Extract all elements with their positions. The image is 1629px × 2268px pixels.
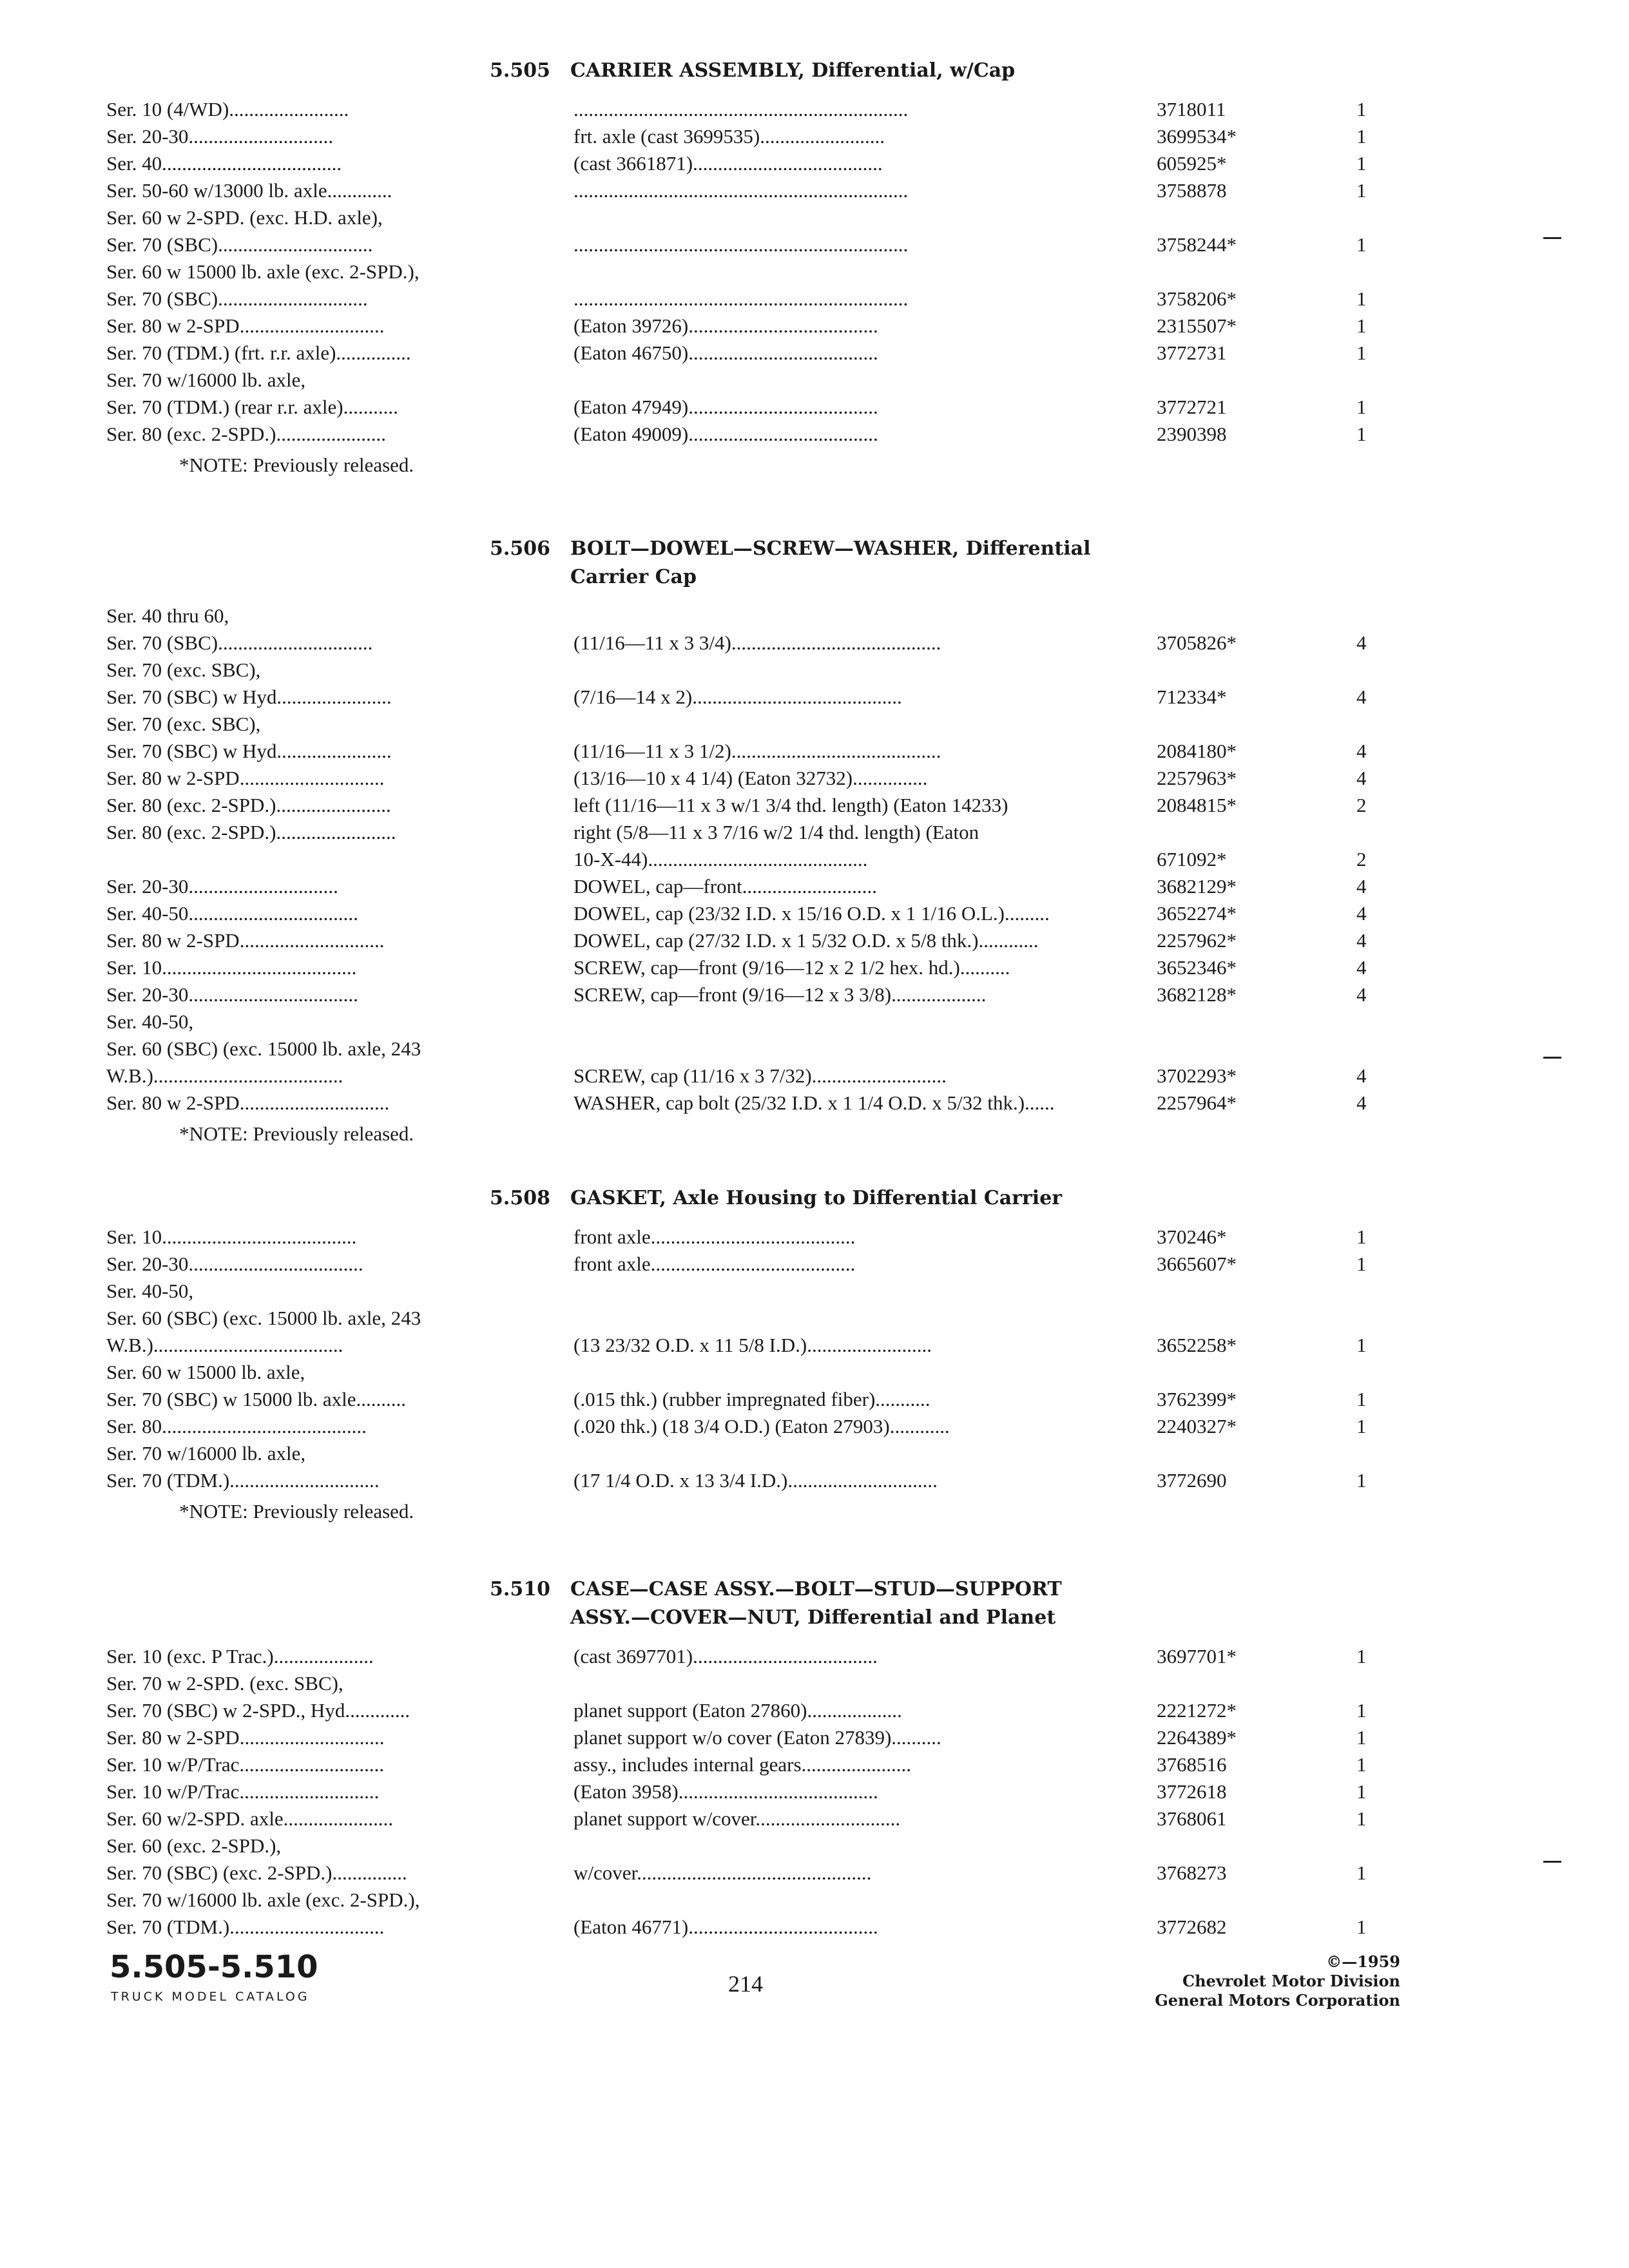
- quantity-cell: 1: [1356, 1253, 1367, 1275]
- series-cell: Ser. 70 w 2-SPD. (exc. SBC),: [106, 1672, 343, 1695]
- part-number-cell: 3758878: [1157, 179, 1227, 202]
- table-row: [0, 686, 1629, 713]
- table-row: [0, 604, 1629, 631]
- table-row: [0, 1091, 1629, 1119]
- series-cell: Ser. 80 w 2-SPD.............................: [106, 314, 385, 337]
- table-row: [0, 1442, 1629, 1469]
- quantity-cell: 1: [1356, 1225, 1367, 1248]
- description-cell: ...................................................................: [574, 287, 909, 310]
- series-cell: Ser. 10 (4/WD)........................: [106, 98, 349, 120]
- section-title: BOLT—DOWEL—SCREW—WASHER, Differential: [570, 537, 1091, 560]
- part-number-cell: 3772690: [1157, 1469, 1227, 1492]
- table-row: [0, 206, 1629, 233]
- table-row: [0, 1753, 1629, 1780]
- series-cell: Ser. 60 (SBC) (exc. 15000 lb. axle, 243: [106, 1037, 421, 1060]
- table-row: [0, 929, 1629, 956]
- table-row: [0, 1253, 1629, 1280]
- series-cell: Ser. 80 w 2-SPD..............................: [106, 1091, 390, 1114]
- description-cell: (7/16—14 x 2)..........................................: [574, 686, 902, 708]
- quantity-cell: 1: [1356, 1916, 1367, 1938]
- series-cell: Ser. 80 (exc. 2-SPD.).......................: [106, 794, 391, 816]
- part-number-cell: 605925*: [1157, 152, 1227, 175]
- section-title: CARRIER ASSEMBLY, Differential, w/Cap: [570, 59, 1016, 82]
- series-cell: Ser. 60 w/2-SPD. axle......................: [106, 1807, 394, 1830]
- part-number-cell: 3702293*: [1157, 1064, 1237, 1087]
- series-cell: W.B.)......................................: [106, 1064, 343, 1087]
- table-row: [0, 1916, 1629, 1943]
- division-name: Chevrolet Motor Division: [1182, 1972, 1400, 1990]
- series-cell: Ser. 40-50,: [106, 1280, 194, 1302]
- part-number-cell: 671092*: [1157, 848, 1227, 870]
- table-row: [0, 98, 1629, 125]
- description-cell: (Eaton 46750)......................................: [574, 341, 878, 364]
- table-row: [0, 821, 1629, 848]
- description-cell: right (5/8—11 x 3 7/16 w/2 1/4 thd. length) (Eaton: [574, 821, 979, 843]
- part-number-cell: 712334*: [1157, 686, 1227, 708]
- table-row: [0, 314, 1629, 341]
- description-cell: (11/16—11 x 3 1/2)..........................................: [574, 740, 941, 762]
- table-row: [0, 658, 1629, 686]
- section-title: ASSY.—COVER—NUT, Differential and Planet: [570, 1606, 1056, 1629]
- section-number: 5.510: [490, 1578, 550, 1600]
- description-cell: SCREW, cap (11/16 x 3 7/32)...........................: [574, 1064, 947, 1087]
- table-row: [0, 794, 1629, 821]
- part-number-cell: 370246*: [1157, 1225, 1227, 1248]
- series-cell: Ser. 70 w/16000 lb. axle,: [106, 1442, 306, 1465]
- description-cell: (.020 thk.) (18 3/4 O.D.) (Eaton 27903)............: [574, 1415, 950, 1437]
- quantity-cell: 1: [1356, 1645, 1367, 1667]
- section-number: 5.506: [490, 537, 550, 560]
- series-cell: Ser. 80 w 2-SPD.............................: [106, 767, 385, 789]
- part-number-cell: 3682128*: [1157, 983, 1237, 1006]
- description-cell: (Eaton 46771)......................................: [574, 1916, 878, 1938]
- table-row: [0, 1334, 1629, 1361]
- quantity-cell: 1: [1356, 1699, 1367, 1722]
- series-cell: Ser. 80 (exc. 2-SPD.)........................: [106, 821, 396, 843]
- series-cell: Ser. 70 w/16000 lb. axle,: [106, 369, 306, 391]
- series-cell: Ser. 70 (SBC) (exc. 2-SPD.)...............: [106, 1861, 407, 1884]
- series-cell: Ser. 20-30..................................: [106, 983, 358, 1006]
- part-number-cell: 3682129*: [1157, 875, 1237, 898]
- quantity-cell: 4: [1356, 631, 1367, 654]
- description-cell: DOWEL, cap (27/32 I.D. x 1 5/32 O.D. x 5/8 thk.)............: [574, 929, 1039, 952]
- series-cell: Ser. 20-30..............................: [106, 875, 338, 898]
- series-cell: Ser. 80.........................................: [106, 1415, 367, 1437]
- table-row: [0, 179, 1629, 206]
- description-cell: DOWEL, cap—front...........................: [574, 875, 877, 898]
- part-number-cell: 2240327*: [1157, 1415, 1237, 1437]
- table-row: [0, 902, 1629, 929]
- series-cell: Ser. 40-50,: [106, 1010, 194, 1033]
- table-row: [0, 1280, 1629, 1307]
- series-cell: Ser. 70 w/16000 lb. axle (exc. 2-SPD.),: [106, 1888, 420, 1911]
- series-cell: Ser. 10 w/P/Trac.............................: [106, 1753, 385, 1776]
- part-number-cell: 3768273: [1157, 1861, 1227, 1884]
- table-row: [0, 1726, 1629, 1753]
- series-cell: Ser. 70 (exc. SBC),: [106, 713, 261, 735]
- description-cell: ...................................................................: [574, 179, 909, 202]
- quantity-cell: 4: [1356, 1091, 1367, 1114]
- series-cell: W.B.)......................................: [106, 1334, 343, 1356]
- margin-mark: [1543, 237, 1561, 239]
- description-cell: (11/16—11 x 3 3/4)..........................................: [574, 631, 941, 654]
- quantity-cell: 4: [1356, 1064, 1367, 1087]
- series-cell: Ser. 60 w 15000 lb. axle (exc. 2-SPD.),: [106, 260, 419, 283]
- part-number-cell: 3718011: [1157, 98, 1226, 120]
- table-row: [0, 875, 1629, 902]
- series-cell: Ser. 10.......................................: [106, 956, 357, 979]
- part-number-cell: 2221272*: [1157, 1699, 1237, 1722]
- table-row: [0, 1861, 1629, 1888]
- description-cell: (Eaton 3958)........................................: [574, 1780, 878, 1803]
- quantity-cell: 4: [1356, 875, 1367, 898]
- description-cell: (Eaton 49009)......................................: [574, 423, 878, 445]
- quantity-cell: 1: [1356, 1334, 1367, 1356]
- series-cell: Ser. 40 thru 60,: [106, 604, 229, 627]
- description-cell: planet support w/o cover (Eaton 27839)..........: [574, 1726, 941, 1749]
- series-cell: Ser. 10 w/P/Trac............................: [106, 1780, 380, 1803]
- table-row: [0, 848, 1629, 875]
- series-cell: Ser. 70 (SBC) w Hyd.......................: [106, 740, 392, 762]
- part-number-cell: 2257964*: [1157, 1091, 1237, 1114]
- series-cell: Ser. 70 (SBC)...............................: [106, 631, 373, 654]
- table-row: [0, 369, 1629, 396]
- quantity-cell: 1: [1356, 314, 1367, 337]
- quantity-cell: 2: [1356, 794, 1367, 816]
- part-number-cell: 2257962*: [1157, 929, 1237, 952]
- part-number-cell: 2084815*: [1157, 794, 1237, 816]
- section-title: Carrier Cap: [570, 566, 697, 588]
- quantity-cell: 1: [1356, 1469, 1367, 1492]
- series-cell: Ser. 70 (TDM.)..............................: [106, 1469, 380, 1492]
- description-cell: (13/16—10 x 4 1/4) (Eaton 32732)...............: [574, 767, 928, 789]
- table-row: [0, 287, 1629, 314]
- part-number-cell: 2390398: [1157, 423, 1227, 445]
- table-row: [0, 956, 1629, 983]
- series-cell: Ser. 70 (SBC) w 2-SPD., Hyd.............: [106, 1699, 410, 1722]
- description-cell: DOWEL, cap (23/32 I.D. x 15/16 O.D. x 1 1/16 O.L.).........: [574, 902, 1050, 925]
- table-row: [0, 740, 1629, 767]
- series-cell: Ser. 70 (TDM.) (frt. r.r. axle)...............: [106, 341, 411, 364]
- table-row: [0, 233, 1629, 260]
- part-number-cell: 3665607*: [1157, 1253, 1237, 1275]
- series-cell: Ser. 70 (SBC)..............................: [106, 287, 368, 310]
- table-row: [0, 1645, 1629, 1672]
- description-cell: frt. axle (cast 3699535).........................: [574, 125, 885, 148]
- series-cell: Ser. 70 (TDM.)...............................: [106, 1916, 385, 1938]
- table-row: [0, 1225, 1629, 1253]
- section-note: *NOTE: Previously released.: [179, 1500, 414, 1523]
- table-row: [0, 260, 1629, 287]
- section-note: *NOTE: Previously released.: [179, 454, 414, 476]
- quantity-cell: 1: [1356, 423, 1367, 445]
- series-cell: Ser. 80 (exc. 2-SPD.)......................: [106, 423, 386, 445]
- table-row: [0, 1307, 1629, 1334]
- description-cell: planet support (Eaton 27860)...................: [574, 1699, 902, 1722]
- table-row: [0, 1672, 1629, 1699]
- part-number-cell: 2084180*: [1157, 740, 1237, 762]
- description-cell: front axle.........................................: [574, 1253, 856, 1275]
- description-cell: (Eaton 47949)......................................: [574, 396, 878, 418]
- series-cell: Ser. 60 w 15000 lb. axle,: [106, 1361, 305, 1383]
- table-row: [0, 1361, 1629, 1388]
- description-cell: (cast 3697701).....................................: [574, 1645, 878, 1667]
- quantity-cell: 4: [1356, 686, 1367, 708]
- series-cell: Ser. 70 (TDM.) (rear r.r. axle)...........: [106, 396, 398, 418]
- table-row: [0, 1388, 1629, 1415]
- description-cell: (.015 thk.) (rubber impregnated fiber)...........: [574, 1388, 930, 1410]
- part-number-cell: 3772731: [1157, 341, 1227, 364]
- series-cell: Ser. 80 w 2-SPD.............................: [106, 929, 385, 952]
- part-number-cell: 3652258*: [1157, 1334, 1237, 1356]
- part-number-cell: 3772721: [1157, 396, 1227, 418]
- part-number-cell: 3758244*: [1157, 233, 1237, 256]
- table-row: [0, 396, 1629, 423]
- quantity-cell: 1: [1356, 1753, 1367, 1776]
- section-number: 5.505: [490, 59, 550, 82]
- series-cell: Ser. 60 (SBC) (exc. 15000 lb. axle, 243: [106, 1307, 421, 1329]
- part-number-cell: 3652274*: [1157, 902, 1237, 925]
- footer-corporation: [1155, 1952, 1400, 2010]
- table-row: [0, 152, 1629, 179]
- quantity-cell: 1: [1356, 396, 1367, 418]
- part-number-cell: 3768516: [1157, 1753, 1227, 1776]
- part-number-cell: 3772682: [1157, 1916, 1227, 1938]
- quantity-cell: 1: [1356, 1861, 1367, 1884]
- series-cell: Ser. 20-30.............................: [106, 125, 334, 148]
- quantity-cell: 1: [1356, 152, 1367, 175]
- series-cell: Ser. 50-60 w/13000 lb. axle.............: [106, 179, 392, 202]
- part-number-cell: 3652346*: [1157, 956, 1237, 979]
- section-title: GASKET, Axle Housing to Differential Carrier: [570, 1187, 1063, 1209]
- part-number-cell: 2315507*: [1157, 314, 1237, 337]
- footer-catalog-label: TRUCK MODEL CATALOG: [111, 1990, 310, 2004]
- table-row: [0, 1699, 1629, 1726]
- part-number-cell: 3772618: [1157, 1780, 1227, 1803]
- table-row: [0, 713, 1629, 740]
- section-title: CASE—CASE ASSY.—BOLT—STUD—SUPPORT: [570, 1578, 1062, 1600]
- table-row: [0, 1834, 1629, 1861]
- table-row: [0, 1469, 1629, 1496]
- footer-code: 5.505-5.510: [110, 1949, 318, 1985]
- part-number-cell: 2264389*: [1157, 1726, 1237, 1749]
- description-cell: ...................................................................: [574, 98, 909, 120]
- quantity-cell: 1: [1356, 233, 1367, 256]
- description-cell: 10-X-44)............................................: [574, 848, 868, 870]
- part-number-cell: 3758206*: [1157, 287, 1237, 310]
- description-cell: (Eaton 39726)......................................: [574, 314, 878, 337]
- description-cell: WASHER, cap bolt (25/32 I.D. x 1 1/4 O.D. x 5/32 thk.)......: [574, 1091, 1055, 1114]
- part-number-cell: 3697701*: [1157, 1645, 1237, 1667]
- description-cell: SCREW, cap—front (9/16—12 x 3 3/8)...................: [574, 983, 987, 1006]
- series-cell: Ser. 70 (SBC) w 15000 lb. axle..........: [106, 1388, 406, 1410]
- copyright: ©—1959: [1326, 1952, 1400, 1971]
- margin-mark: [1543, 1057, 1561, 1059]
- description-cell: left (11/16—11 x 3 w/1 3/4 thd. length) (Eaton 14233): [574, 794, 1008, 816]
- table-row: [0, 1780, 1629, 1807]
- table-row: [0, 1037, 1629, 1064]
- series-cell: Ser. 70 (SBC)...............................: [106, 233, 373, 256]
- table-row: [0, 631, 1629, 658]
- description-cell: (13 23/32 O.D. x 11 5/8 I.D.).........................: [574, 1334, 932, 1356]
- part-number-cell: 3699534*: [1157, 125, 1237, 148]
- quantity-cell: 1: [1356, 125, 1367, 148]
- quantity-cell: 4: [1356, 983, 1367, 1006]
- description-cell: (cast 3661871)......................................: [574, 152, 883, 175]
- series-cell: Ser. 70 (exc. SBC),: [106, 658, 261, 681]
- table-row: [0, 1010, 1629, 1037]
- quantity-cell: 1: [1356, 1388, 1367, 1410]
- quantity-cell: 1: [1356, 1415, 1367, 1437]
- quantity-cell: 4: [1356, 956, 1367, 979]
- series-cell: Ser. 80 w 2-SPD.............................: [106, 1726, 385, 1749]
- description-cell: front axle.........................................: [574, 1225, 856, 1248]
- series-cell: Ser. 40-50..................................: [106, 902, 358, 925]
- series-cell: Ser. 70 (SBC) w Hyd.......................: [106, 686, 392, 708]
- quantity-cell: 2: [1356, 848, 1367, 870]
- table-row: [0, 423, 1629, 450]
- part-number-cell: 3705826*: [1157, 631, 1237, 654]
- part-number-cell: 2257963*: [1157, 767, 1237, 789]
- table-row: [0, 1888, 1629, 1916]
- series-cell: Ser. 60 w 2-SPD. (exc. H.D. axle),: [106, 206, 383, 229]
- series-cell: Ser. 60 (exc. 2-SPD.),: [106, 1834, 282, 1857]
- quantity-cell: 4: [1356, 740, 1367, 762]
- corporation-name: General Motors Corporation: [1155, 1991, 1400, 2010]
- page-number: 214: [728, 1971, 763, 1997]
- table-row: [0, 341, 1629, 369]
- quantity-cell: 1: [1356, 98, 1367, 120]
- quantity-cell: 1: [1356, 341, 1367, 364]
- series-cell: Ser. 20-30...................................: [106, 1253, 363, 1275]
- series-cell: Ser. 10.......................................: [106, 1225, 357, 1248]
- quantity-cell: 4: [1356, 929, 1367, 952]
- quantity-cell: 1: [1356, 287, 1367, 310]
- table-row: [0, 767, 1629, 794]
- table-row: [0, 1807, 1629, 1834]
- section-note: *NOTE: Previously released.: [179, 1122, 414, 1145]
- section-number: 5.508: [490, 1187, 550, 1209]
- quantity-cell: 1: [1356, 179, 1367, 202]
- description-cell: assy., includes internal gears......................: [574, 1753, 912, 1776]
- quantity-cell: 1: [1356, 1780, 1367, 1803]
- table-row: [0, 1415, 1629, 1442]
- quantity-cell: 4: [1356, 767, 1367, 789]
- description-cell: SCREW, cap—front (9/16—12 x 2 1/2 hex. hd.)..........: [574, 956, 1010, 979]
- series-cell: Ser. 40....................................: [106, 152, 342, 175]
- margin-mark: [1543, 1861, 1561, 1863]
- table-row: [0, 125, 1629, 152]
- series-cell: Ser. 10 (exc. P Trac.)....................: [106, 1645, 374, 1667]
- quantity-cell: 1: [1356, 1726, 1367, 1749]
- table-row: [0, 983, 1629, 1010]
- part-number-cell: 3768061: [1157, 1807, 1227, 1830]
- quantity-cell: 1: [1356, 1807, 1367, 1830]
- description-cell: ...................................................................: [574, 233, 909, 256]
- part-number-cell: 3762399*: [1157, 1388, 1237, 1410]
- description-cell: w/cover...............................................: [574, 1861, 872, 1884]
- quantity-cell: 4: [1356, 902, 1367, 925]
- description-cell: planet support w/cover.............................: [574, 1807, 901, 1830]
- table-row: [0, 1064, 1629, 1091]
- description-cell: (17 1/4 O.D. x 13 3/4 I.D.)..............................: [574, 1469, 938, 1492]
